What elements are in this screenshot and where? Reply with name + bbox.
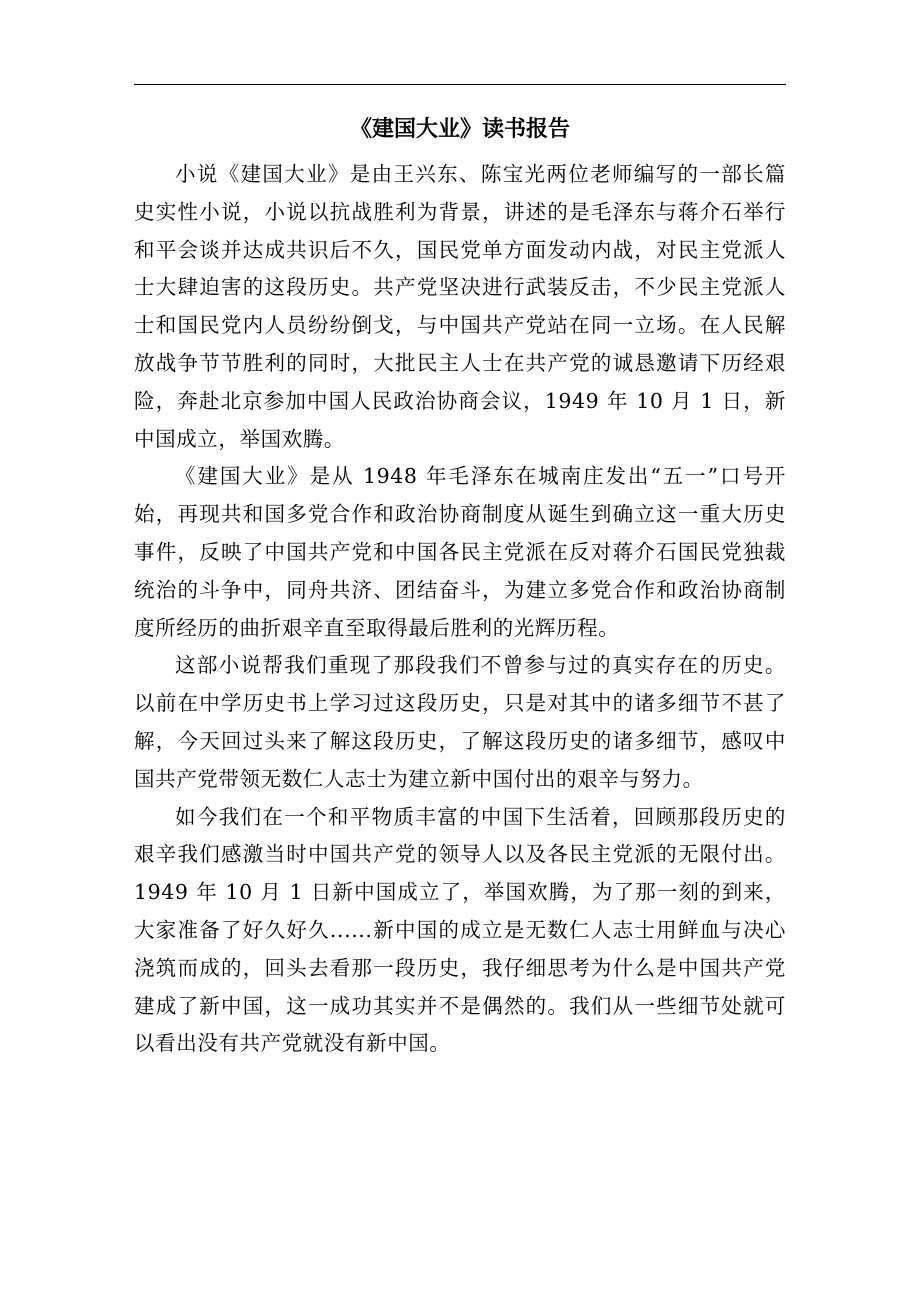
document-body xyxy=(134,156,786,1063)
document-title: 《建国大业》读书报告 xyxy=(349,117,570,142)
paragraph-4: 如今我们在一个和平物质丰富的中国下生活着，回顾那段历史的艰辛我们感激当时中国共产党的领导人以及各民主党派的无限付出。1949 年 10 月 1 日新中国成立了，举国欢腾，为了那一刻的到来，大家准备了好久好久......新中国的成立是无数仁人志士用鲜血与决心浇筑而成的，回头去看那一段历史，我仔细思考为什么是中国共产党建成了新中国，这一成功其实并不是偶然的。我们从一些细节处就可以看出没有共产党就没有新中国。 xyxy=(134,804,786,1056)
paragraph-2: 《建国大业》是从 1948 年毛泽东在城南庄发出“五一”口号开始，再现共和国多党合作和政治协商制度从诞生到确立这一重大历史事件，反映了中国共产党和中国各民主党派在反对蒋介石国民党独裁统治的斗争中，同舟共济、团结奋斗，为建立多党合作和政治协商制度所经历的曲折艰辛直至取得最后胜利的光辉历程。 xyxy=(134,464,786,640)
paragraph-1: 小说《建国大业》是由王兴东、陈宝光两位老师编写的一部长篇史实性小说，小说以抗战胜利为背景，讲述的是毛泽东与蒋介石举行和平会谈并达成共识后不久，国民党单方面发动内战，对民主党派人士大肆迫害的这段历史。共产党坚决进行武装反击，不少民主党派人士和国民党内人员纷纷倒戈，与中国共产党站在同一立场。在人民解放战争节节胜利的同时，大批民主人士在共产党的诚恳邀请下历经艰险，奔赴北京参加中国人民政治协商会议，1949 年 10 月 1 日，新中国成立，举国欢腾。 xyxy=(134,162,786,451)
header-rule xyxy=(134,84,786,85)
paragraph-3: 这部小说帮我们重现了那段我们不曾参与过的真实存在的历史。以前在中学历史书上学习过这段历史，只是对其中的诸多细节不甚了解，今天回过头来了解这段历史，了解这段历史的诸多细节，感叹中国共产党带领无数仁人志士为建立新中国付出的艰辛与努力。 xyxy=(134,653,786,791)
